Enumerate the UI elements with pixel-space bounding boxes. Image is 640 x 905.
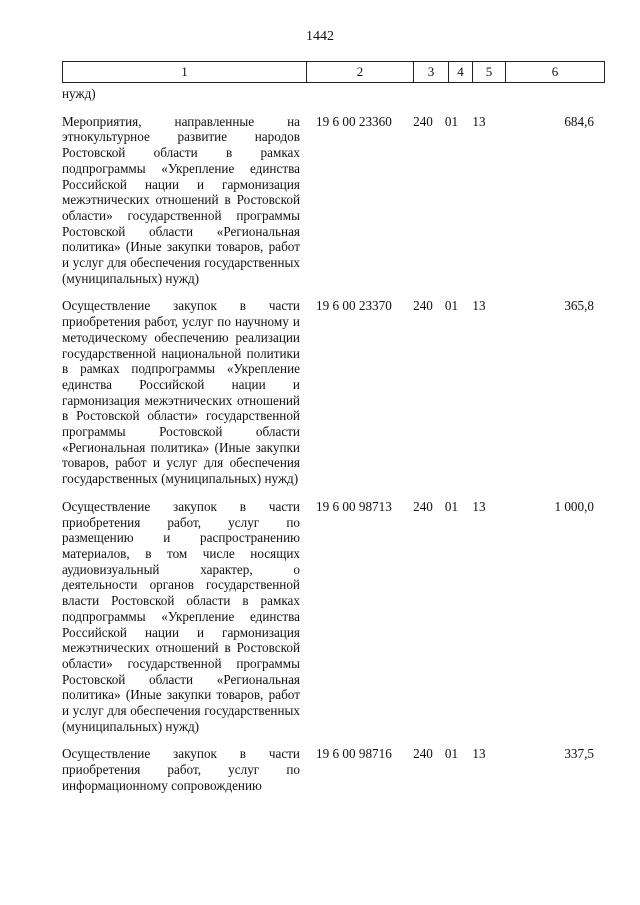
row-expense-type: 240	[413, 498, 433, 514]
row-expense-type: 240	[413, 298, 433, 314]
table-body	[62, 86, 598, 794]
column-header-1: 1	[63, 62, 307, 83]
row-expense-type: 240	[413, 746, 433, 762]
column-header-2: 2	[307, 62, 414, 83]
row-amount: 337,5	[564, 746, 594, 762]
row-section: 01	[444, 298, 459, 314]
row-description: Осуществление закупок в части приобретения работ, услуг по размещению и распространению материалов, в том числе носящих аудиовизуальный характер, о деятельности органов государственной власти Ростовской области в рамках подпрограммы «Укрепление единства Российской нации и гармонизация межэтнических отношений в Ростовской области» государственной программы Ростовской области «Региональная политика» (Иные закупки товаров, работ и услуг для обеспечения государственных (муниципальных) нужд)	[62, 498, 300, 734]
row-subsection: 13	[472, 498, 486, 514]
column-header-3: 3	[414, 62, 449, 83]
column-header-table	[62, 61, 605, 83]
row-target-code: 19 6 00 23360	[316, 113, 392, 129]
row-amount: 1 000,0	[554, 498, 594, 514]
row-section: 01	[444, 113, 459, 129]
row-section: 01	[444, 746, 459, 762]
row-subsection: 13	[472, 746, 486, 762]
row-amount: 684,6	[564, 113, 594, 129]
table-row	[62, 298, 598, 486]
table-row	[62, 114, 598, 287]
row-subsection: 13	[472, 298, 486, 314]
table-row	[62, 746, 598, 793]
row-target-code: 19 6 00 98716	[316, 746, 392, 762]
column-header-4: 4	[449, 62, 473, 83]
page-number: 1442	[306, 29, 334, 44]
row-target-code: 19 6 00 23370	[316, 298, 392, 314]
row-description: Мероприятия, направленные на этнокультурное развитие народов Ростовской области в рамках подпрограммы «Укрепление единства Российской нации и гармонизация межэтнических отношений в Ростовской области» государственной программы Ростовской области «Региональная политика» (Иные закупки товаров, работ и услуг для обеспечения государственных (муниципальных) нужд)	[62, 113, 300, 286]
carryover-text: нужд)	[62, 86, 96, 101]
row-expense-type: 240	[413, 113, 433, 129]
column-header-5: 5	[473, 62, 506, 83]
row-subsection: 13	[472, 113, 486, 129]
column-header-row	[63, 62, 605, 83]
column-header-6: 6	[506, 62, 605, 83]
row-target-code: 19 6 00 98713	[316, 498, 392, 514]
table-row	[62, 499, 598, 735]
row-amount: 365,8	[564, 298, 594, 314]
row-section: 01	[444, 498, 459, 514]
row-description: Осуществление закупок в части приобретения работ, услуг по научному и методическому обеспечению реализации государственной национальной политики в рамках подпрограммы «Укрепление единства Российской нации и гармонизация межэтнических отношений в Ростовской области» государственной программы Ростовской области «Региональная политика» (Иные закупки товаров, работ и услуг для обеспечения государственных (муниципальных) нужд)	[62, 298, 300, 487]
row-description: Осуществление закупок в части приобретения работ, услуг по информационному сопровождению	[62, 746, 300, 793]
